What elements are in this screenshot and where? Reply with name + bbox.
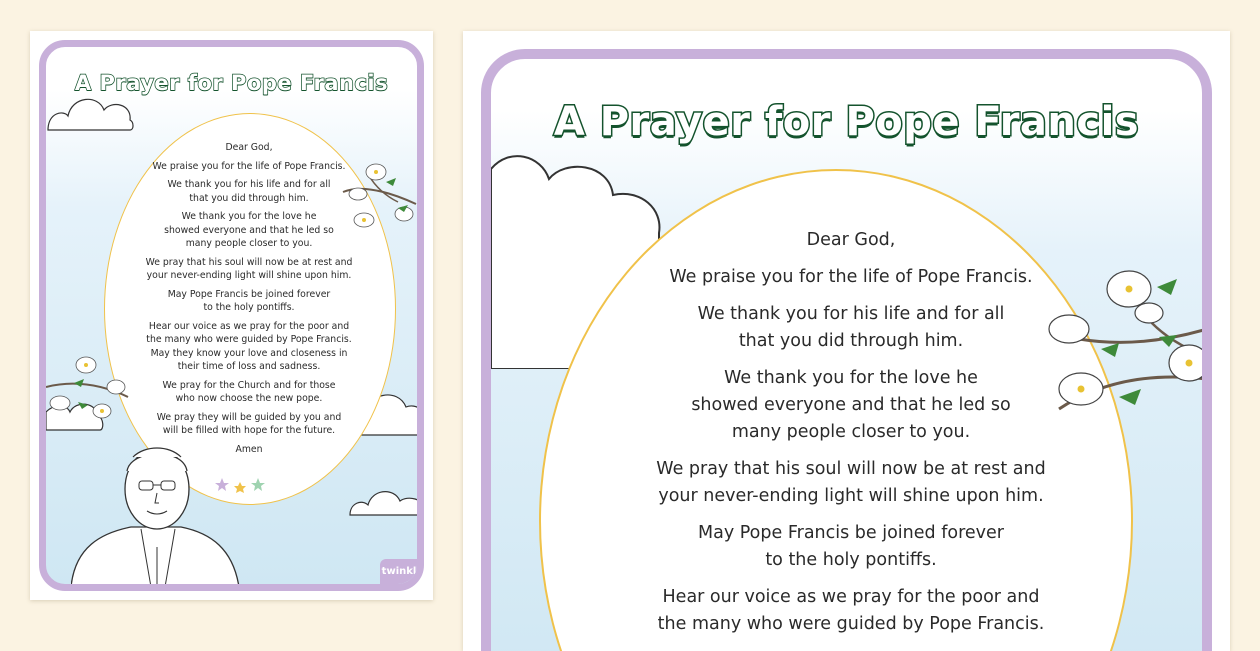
zoomed-prayer-text [611,227,1091,648]
preview-line-amen: Amen [235,443,263,455]
pope-francis-illustration-icon [71,437,241,587]
preview-title: A Prayer for Pope Francis [74,71,389,95]
preview-line-thanks-life: We thank you for his life and for all that you did through him. [167,179,331,204]
preview-line-salutation: Dear God, [225,142,273,153]
twinkl-logo: twinkl [380,559,418,585]
cloud-bottom-icon [346,477,424,517]
preview-prayer-text [116,141,382,461]
preview-line-praise: We praise you for the life of Pope Francis. [152,160,346,172]
zoomed-line-salutation: Dear God, [806,230,896,250]
zoomed-line-thanks-life: We thank you for his life and for all that you did through him. [697,304,1005,351]
preview-line-pontiffs: May Pope Francis be joined forever to the holy pontiffs. [167,288,331,313]
zoomed-title: A Prayer for Pope Francis [553,99,1140,145]
zoomed-line-praise: We praise you for the life of Pope Francis. [669,267,1033,287]
zoomed-line-poor: Hear our voice as we pray for the poor and the many who were guided by Pope Francis. [657,587,1045,634]
zoomed-line-thanks-love: We thank you for the love he showed everyone and that he led so many people closer to you. [691,368,1011,442]
preview-line-poor: Hear our voice as we pray for the poor and the many who were guided by Pope Francis. May they know your love and closeness in their time of loss and sadness. [146,320,352,372]
preview-frame [39,40,424,591]
zoomed-line-pontiffs: May Pope Francis be joined forever to the holy pontiffs. [698,523,1004,570]
cloud-left-icon [46,92,136,132]
preview-line-church: We pray for the Church and for those who now choose the new pope. [162,379,336,404]
preview-line-thanks-love: We thank you for the love he showed everyone and that he led so many people closer to you. [164,211,334,249]
zoomed-line-rest: We pray that his soul will now be at rest and your never-ending light will shine upon him. [656,459,1046,506]
zoomed-sheet[interactable] [463,31,1230,651]
preview-line-rest: We pray that his soul will now be at rest and your never-ending light will shine upon him. [145,256,353,281]
preview-sheet[interactable] [30,31,433,600]
zoomed-frame [481,49,1212,651]
preview-line-hope: We pray they will be guided by you and will be filled with hope for the future. [156,411,342,436]
